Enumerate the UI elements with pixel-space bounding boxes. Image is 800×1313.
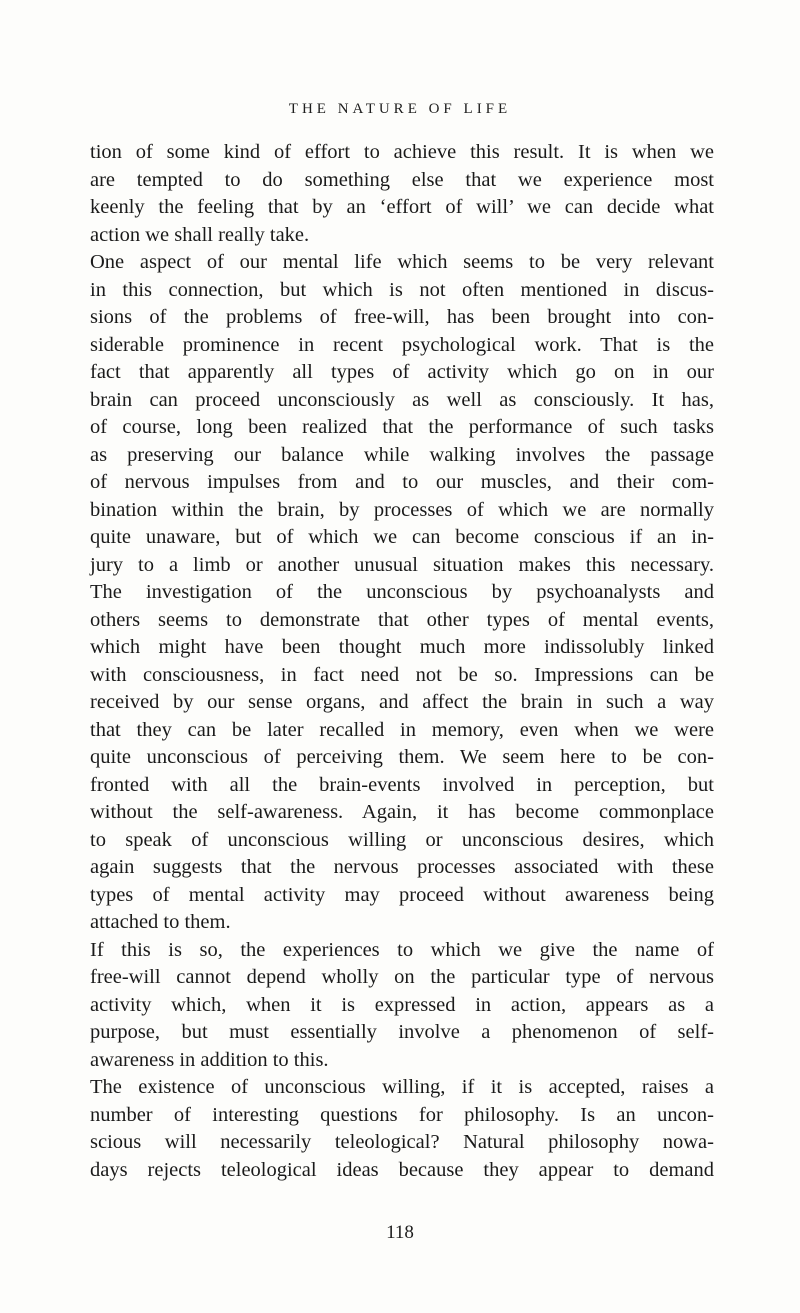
text-line: are tempted to do something else that we experience most [90,168,714,191]
text-line: of course, long been realized that the performance of such tasks [90,416,714,438]
text-line: quite unaware, but of which we can become conscious if an in- [90,526,714,548]
text-line: If this is so, the experiences to which we give the name of [90,938,714,961]
text-line: keenly the feeling that by an ‘effort of will’ we can decide what [90,196,714,218]
text-line: fronted with all the brain-events involved in perception, but [90,773,714,796]
text-line: which might have been thought much more indissolubly linked [90,636,714,658]
text-line: days rejects teleological ideas because they appear to demand [90,1158,714,1181]
running-head: THE NATURE OF LIFE [288,101,512,117]
text-line: free-will cannot depend wholly on the particular type of nervous [90,966,714,988]
text-line: with consciousness, in fact need not be so. Impressions can be [90,663,714,686]
text-line: in this connection, but which is not often mentioned in discus- [90,278,714,301]
text-line: tion of some kind of effort to achieve this result. It is when we [90,141,714,163]
text-line: others seems to demonstrate that other types of mental events, [90,608,714,631]
text-line: to speak of unconscious willing or unconscious desires, which [90,828,714,851]
text-line: activity which, when it is expressed in action, appears as a [90,993,714,1016]
text-line: sions of the problems of free-will, has been brought into con- [90,306,714,328]
text-line: scious will necessarily teleological? Natural philosophy nowa- [90,1131,714,1153]
text-line: attached to them. [90,911,231,933]
text-line: of nervous impulses from and to our muscles, and their com- [90,471,714,493]
text-line: types of mental activity may proceed without awareness being [90,883,714,906]
text-line: fact that apparently all types of activity which go on in our [90,361,714,383]
text-line: The existence of unconscious willing, if it is accepted, raises a [90,1076,714,1098]
text-line: quite unconscious of perceiving them. We seem here to be con- [90,746,714,768]
text-line: jury to a limb or another unusual situation makes this necessary. [90,553,714,576]
text-line: bination within the brain, by processes of which we are normally [90,498,714,521]
text-line: One aspect of our mental life which seems to be very relevant [90,251,714,273]
text-line: purpose, but must essentially involve a phenomenon of self- [90,1021,714,1043]
text-line: received by our sense organs, and affect the brain in such a way [90,691,714,713]
text-line: action we shall really take. [90,223,310,246]
page-number: 118 [386,1222,414,1243]
text-line: siderable prominence in recent psychological work. That is the [90,333,714,356]
text-line: without the self-awareness. Again, it has become commonplace [90,801,714,823]
text-line: The investigation of the unconscious by psychoanalysts and [90,581,714,603]
text-line: as preserving our balance while walking involves the passage [90,443,714,466]
text-line: again suggests that the nervous processes associated with these [90,856,714,878]
text-line: that they can be later recalled in memory, even when we were [90,718,714,741]
text-line: brain can proceed unconsciously as well as consciously. It has, [90,388,714,411]
body-text [90,139,714,1184]
text-line: number of interesting questions for philosophy. Is an uncon- [90,1103,714,1126]
text-line: awareness in addition to this. [90,1048,329,1071]
